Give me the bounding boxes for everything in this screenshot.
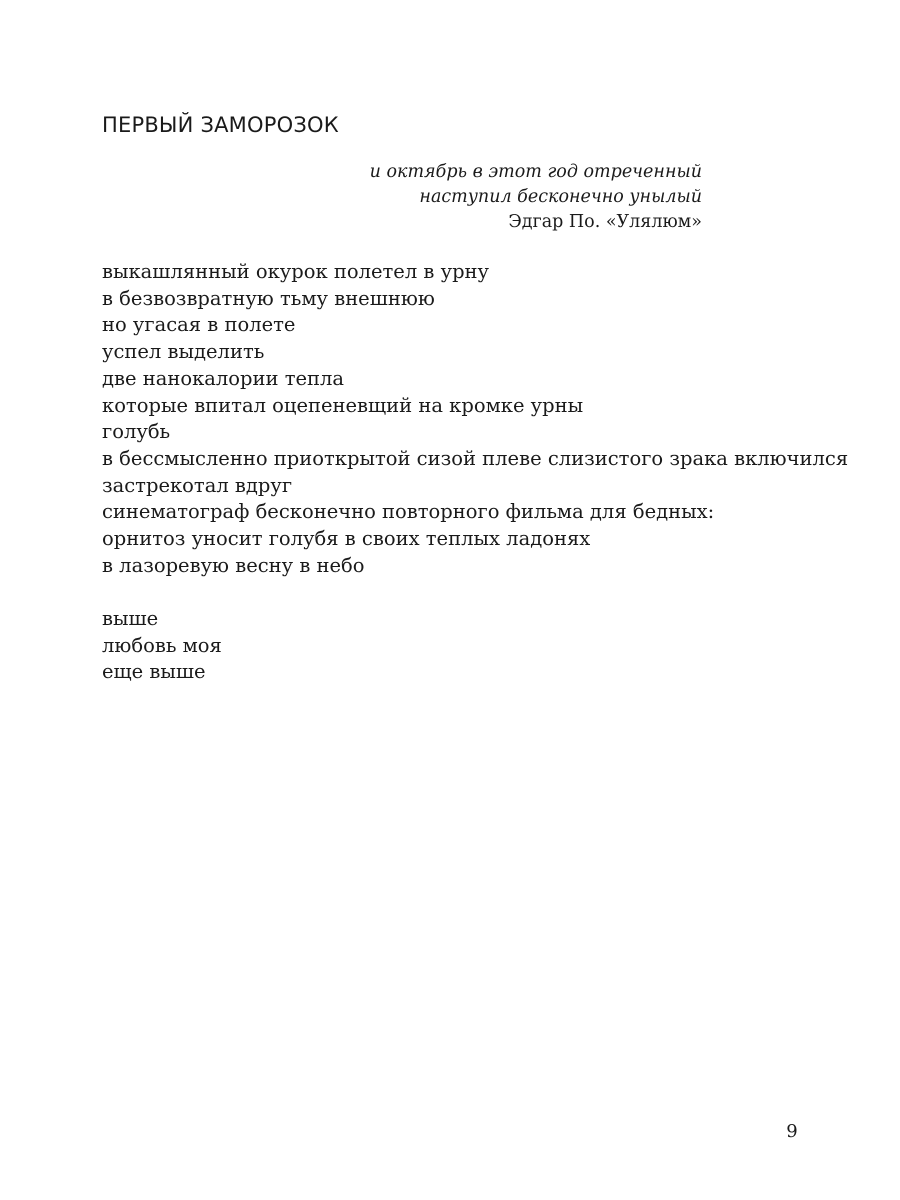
verse-line: голубь xyxy=(102,420,171,444)
verse-line: успел выделить xyxy=(102,340,265,364)
verse-line: синематограф бесконечно повторного фильма для бедных: xyxy=(102,500,715,524)
poem-title: ПЕРВЫЙ ЗАМОРОЗОК xyxy=(102,113,339,137)
verse-line: в бессмысленно приоткрытой сизой плеве слизистого зрака включился xyxy=(102,446,849,470)
verse-line: орнитоз уносит голубя в своих теплых ладонях xyxy=(102,527,591,551)
page-number: 9 xyxy=(786,1121,798,1142)
stanza-1 xyxy=(102,259,848,579)
epigraph-source: Эдгар По. «Улялюм» xyxy=(508,212,702,232)
verse-line: выкашлянный окурок полетел в урну xyxy=(102,260,490,283)
verse-line: в лазоревую весну в небо xyxy=(102,553,365,577)
epigraph-line: наступил бесконечно унылый xyxy=(419,187,702,207)
verse-line: в безвозвратную тьму внешнюю xyxy=(102,286,435,310)
verse-line: которые впитал оцепеневщий на кромке урны xyxy=(102,393,584,417)
verse-line: любовь моя xyxy=(102,633,222,657)
epigraph-line: и октябрь в этот год отреченный xyxy=(369,162,702,182)
verse-line: еще выше xyxy=(102,660,206,684)
epigraph xyxy=(370,160,702,235)
verse-line: но угасая в полете xyxy=(102,313,296,337)
verse-line: выше xyxy=(102,607,159,630)
verse-line: застрекотал вдруг xyxy=(102,473,293,497)
verse-line: две нанокалории тепла xyxy=(102,366,345,390)
stanza-2 xyxy=(102,606,222,686)
